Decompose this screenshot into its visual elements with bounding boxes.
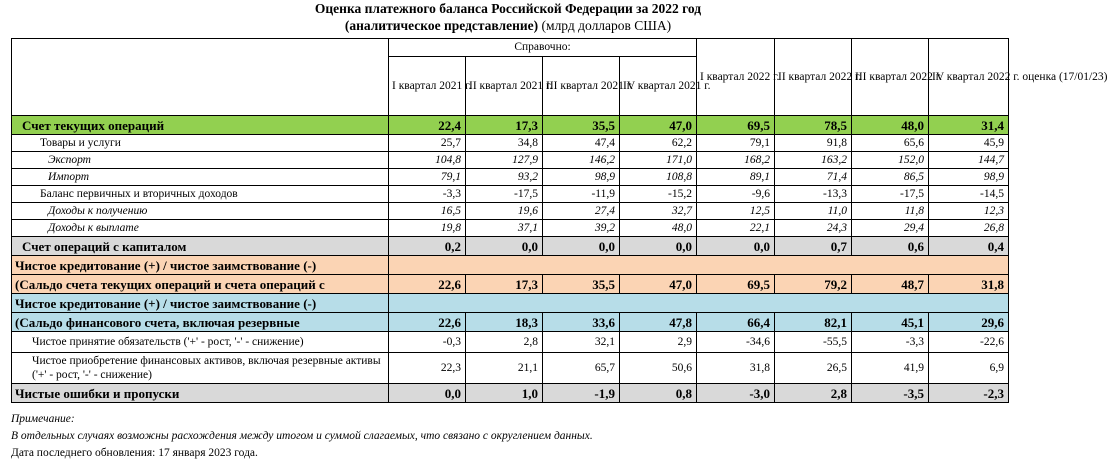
notes-heading: Примечание: [11,413,75,425]
col-header: II квартал 2022 г. [775,39,852,116]
value-cell: 32,7 [620,203,697,220]
value-cell: 22,4 [389,116,466,135]
value-cell: -55,5 [775,332,852,353]
row-net-lending-a-1 [12,256,1009,275]
value-cell: -22,6 [929,332,1009,353]
value-cell: 89,1 [697,169,775,186]
value-cell: 0,0 [466,237,543,256]
value-cell: 22,3 [389,353,466,384]
value-cell: -17,5 [852,186,929,203]
value-cell: 78,5 [775,116,852,135]
value-cell: 108,8 [620,169,697,186]
value-cell: 18,3 [466,313,543,332]
value-cell: 47,0 [620,275,697,294]
row-label: Чистые ошибки и пропуски [12,384,389,403]
value-cell: 71,4 [775,169,852,186]
col-header: II квартал 2021 г. [466,57,543,116]
header-row-reference [12,39,1009,57]
value-cell: 0,2 [389,237,466,256]
value-cell: 0,0 [389,384,466,403]
col-header: III квартал 2022 г. [852,39,929,116]
value-cell: 29,6 [929,313,1009,332]
value-cell: 17,3 [466,275,543,294]
value-cell: 62,2 [620,135,697,152]
row-label: Чистое приобретение финансовых активов, включая резервные активы ('+' - рост, '-' - снижение) [12,353,389,384]
value-cell: 1,0 [466,384,543,403]
value-cell: 104,8 [389,152,466,169]
value-cell: -3,0 [697,384,775,403]
value-cell: 19,6 [466,203,543,220]
col-header: IV квартал 2021 г. [620,57,697,116]
row-income-receivable [12,203,1009,220]
col-header: I квартал 2021 г. [389,57,466,116]
subtitle-representation: (аналитическое представление) [344,18,539,33]
value-cell: -11,9 [543,186,620,203]
value-cell: 2,9 [620,332,697,353]
row-liabilities [12,332,1009,353]
value-cell: 34,8 [466,135,543,152]
row-label: Доходы к получению [12,203,389,220]
value-cell: 66,4 [697,313,775,332]
value-cell: 26,5 [775,353,852,384]
update-date: Дата последнего обновления: 17 января 2023 года. [11,447,258,459]
row-net-lending-b-2 [12,313,1009,332]
page-title: Оценка платежного баланса Российской Федерации за 2022 год [314,1,702,16]
value-cell: -2,3 [929,384,1009,403]
value-cell: -3,5 [852,384,929,403]
row-label: (Сальдо финансового счета, включая резервные [12,313,389,332]
value-cell: 47,0 [620,116,697,135]
row-label: Чистое кредитование (+) / чистое заимствование (-) [12,294,389,313]
row-income-balance [12,186,1009,203]
value-cell: 2,8 [775,384,852,403]
value-cell: 152,0 [852,152,929,169]
value-cell: -14,5 [929,186,1009,203]
col-header: IV квартал 2022 г. оценка (17/01/23) [929,39,1009,116]
value-cell: 17,3 [466,116,543,135]
value-cell: 127,9 [466,152,543,169]
value-cell: 163,2 [775,152,852,169]
value-cell: 47,4 [543,135,620,152]
row-current-account [12,116,1009,135]
value-cell: -34,6 [697,332,775,353]
row-import [12,169,1009,186]
value-cell: 31,8 [929,275,1009,294]
value-cell: 16,5 [389,203,466,220]
row-label: Счет текущих операций [12,116,389,135]
value-cell: 22,6 [389,313,466,332]
row-financial-assets [12,353,1009,384]
value-cell: 35,5 [543,116,620,135]
row-capital-account [12,237,1009,256]
value-cell: -17,5 [466,186,543,203]
subtitle-unit: (млрд долларов США) [538,18,672,33]
value-cell: 79,2 [775,275,852,294]
value-cell: 0,7 [775,237,852,256]
row-label: Чистое кредитование (+) / чистое заимствование (-) [12,256,389,275]
value-cell: 48,0 [852,116,929,135]
value-cell: 0,0 [620,237,697,256]
value-cell: 79,1 [697,135,775,152]
row-errors-omissions [12,384,1009,403]
value-cell: 91,8 [775,135,852,152]
value-cell: -15,2 [620,186,697,203]
row-export [12,152,1009,169]
value-cell: 65,6 [852,135,929,152]
value-cell: 32,1 [543,332,620,353]
value-cell: 41,9 [852,353,929,384]
value-cell: -3,3 [852,332,929,353]
value-cell: 98,9 [929,169,1009,186]
value-cell: 79,1 [389,169,466,186]
value-cell: 0,8 [620,384,697,403]
value-cell: 31,8 [697,353,775,384]
row-income-payable [12,220,1009,237]
value-cell: 48,7 [852,275,929,294]
value-cell: 26,8 [929,220,1009,237]
value-cell: -3,3 [389,186,466,203]
value-cell: 0,0 [697,237,775,256]
row-net-lending-a-2 [12,275,1009,294]
value-cell: 11,0 [775,203,852,220]
page-subtitle [0,18,1016,34]
value-cell: 171,0 [620,152,697,169]
value-cell: 22,6 [389,275,466,294]
reference-header: Справочно: [389,39,697,57]
value-cell: 0,0 [543,237,620,256]
value-cell: 45,1 [852,313,929,332]
value-cell: 69,5 [697,116,775,135]
value-cell: 0,6 [852,237,929,256]
row-net-lending-b-1 [12,294,1009,313]
value-cell: 45,9 [929,135,1009,152]
value-cell: 12,3 [929,203,1009,220]
row-label: Счет операций с капиталом [12,237,389,256]
value-cell: 19,8 [389,220,466,237]
value-cell: -13,3 [775,186,852,203]
value-cell: 6,9 [929,353,1009,384]
value-cell: 33,6 [543,313,620,332]
value-cell: 21,1 [466,353,543,384]
row-label: Доходы к выплате [12,220,389,237]
value-cell: 47,8 [620,313,697,332]
value-cell: 37,1 [466,220,543,237]
blank-cells [389,294,1009,313]
value-cell: 98,9 [543,169,620,186]
value-cell: 25,7 [389,135,466,152]
col-header: I квартал 2022 г. [697,39,775,116]
value-cell: 82,1 [775,313,852,332]
value-cell: 144,7 [929,152,1009,169]
value-cell: 65,7 [543,353,620,384]
value-cell: -9,6 [697,186,775,203]
row-label: Чистое принятие обязательств ('+' - рост, '-' - снижение) [12,332,389,353]
value-cell: 29,4 [852,220,929,237]
notes-text: В отдельных случаях возможны расхождения между итогом и суммой слагаемых, что связано с округлением данных. [11,430,593,442]
row-label: Баланс первичных и вторичных доходов [12,186,389,203]
value-cell: -0,3 [389,332,466,353]
row-label: (Сальдо счета текущих операций и счета операций с [12,275,389,294]
row-label: Экспорт [12,152,389,169]
balance-table [11,38,1108,403]
value-cell: 12,5 [697,203,775,220]
value-cell: 27,4 [543,203,620,220]
value-cell: 69,5 [697,275,775,294]
value-cell: 22,1 [697,220,775,237]
header-corner [12,39,389,116]
value-cell: 35,5 [543,275,620,294]
value-cell: 50,6 [620,353,697,384]
value-cell: 11,8 [852,203,929,220]
value-cell: 39,2 [543,220,620,237]
value-cell: 48,0 [620,220,697,237]
col-header: III квартал 2021 г. [543,57,620,116]
value-cell: 168,2 [697,152,775,169]
value-cell: 86,5 [852,169,929,186]
row-label: Импорт [12,169,389,186]
value-cell: 24,3 [775,220,852,237]
value-cell: 2,8 [466,332,543,353]
value-cell: 0,4 [929,237,1009,256]
value-cell: 93,2 [466,169,543,186]
row-label: Товары и услуги [12,135,389,152]
value-cell: 146,2 [543,152,620,169]
blank-cells [389,256,1009,275]
value-cell: -1,9 [543,384,620,403]
row-goods-services [12,135,1009,152]
value-cell: 31,4 [929,116,1009,135]
